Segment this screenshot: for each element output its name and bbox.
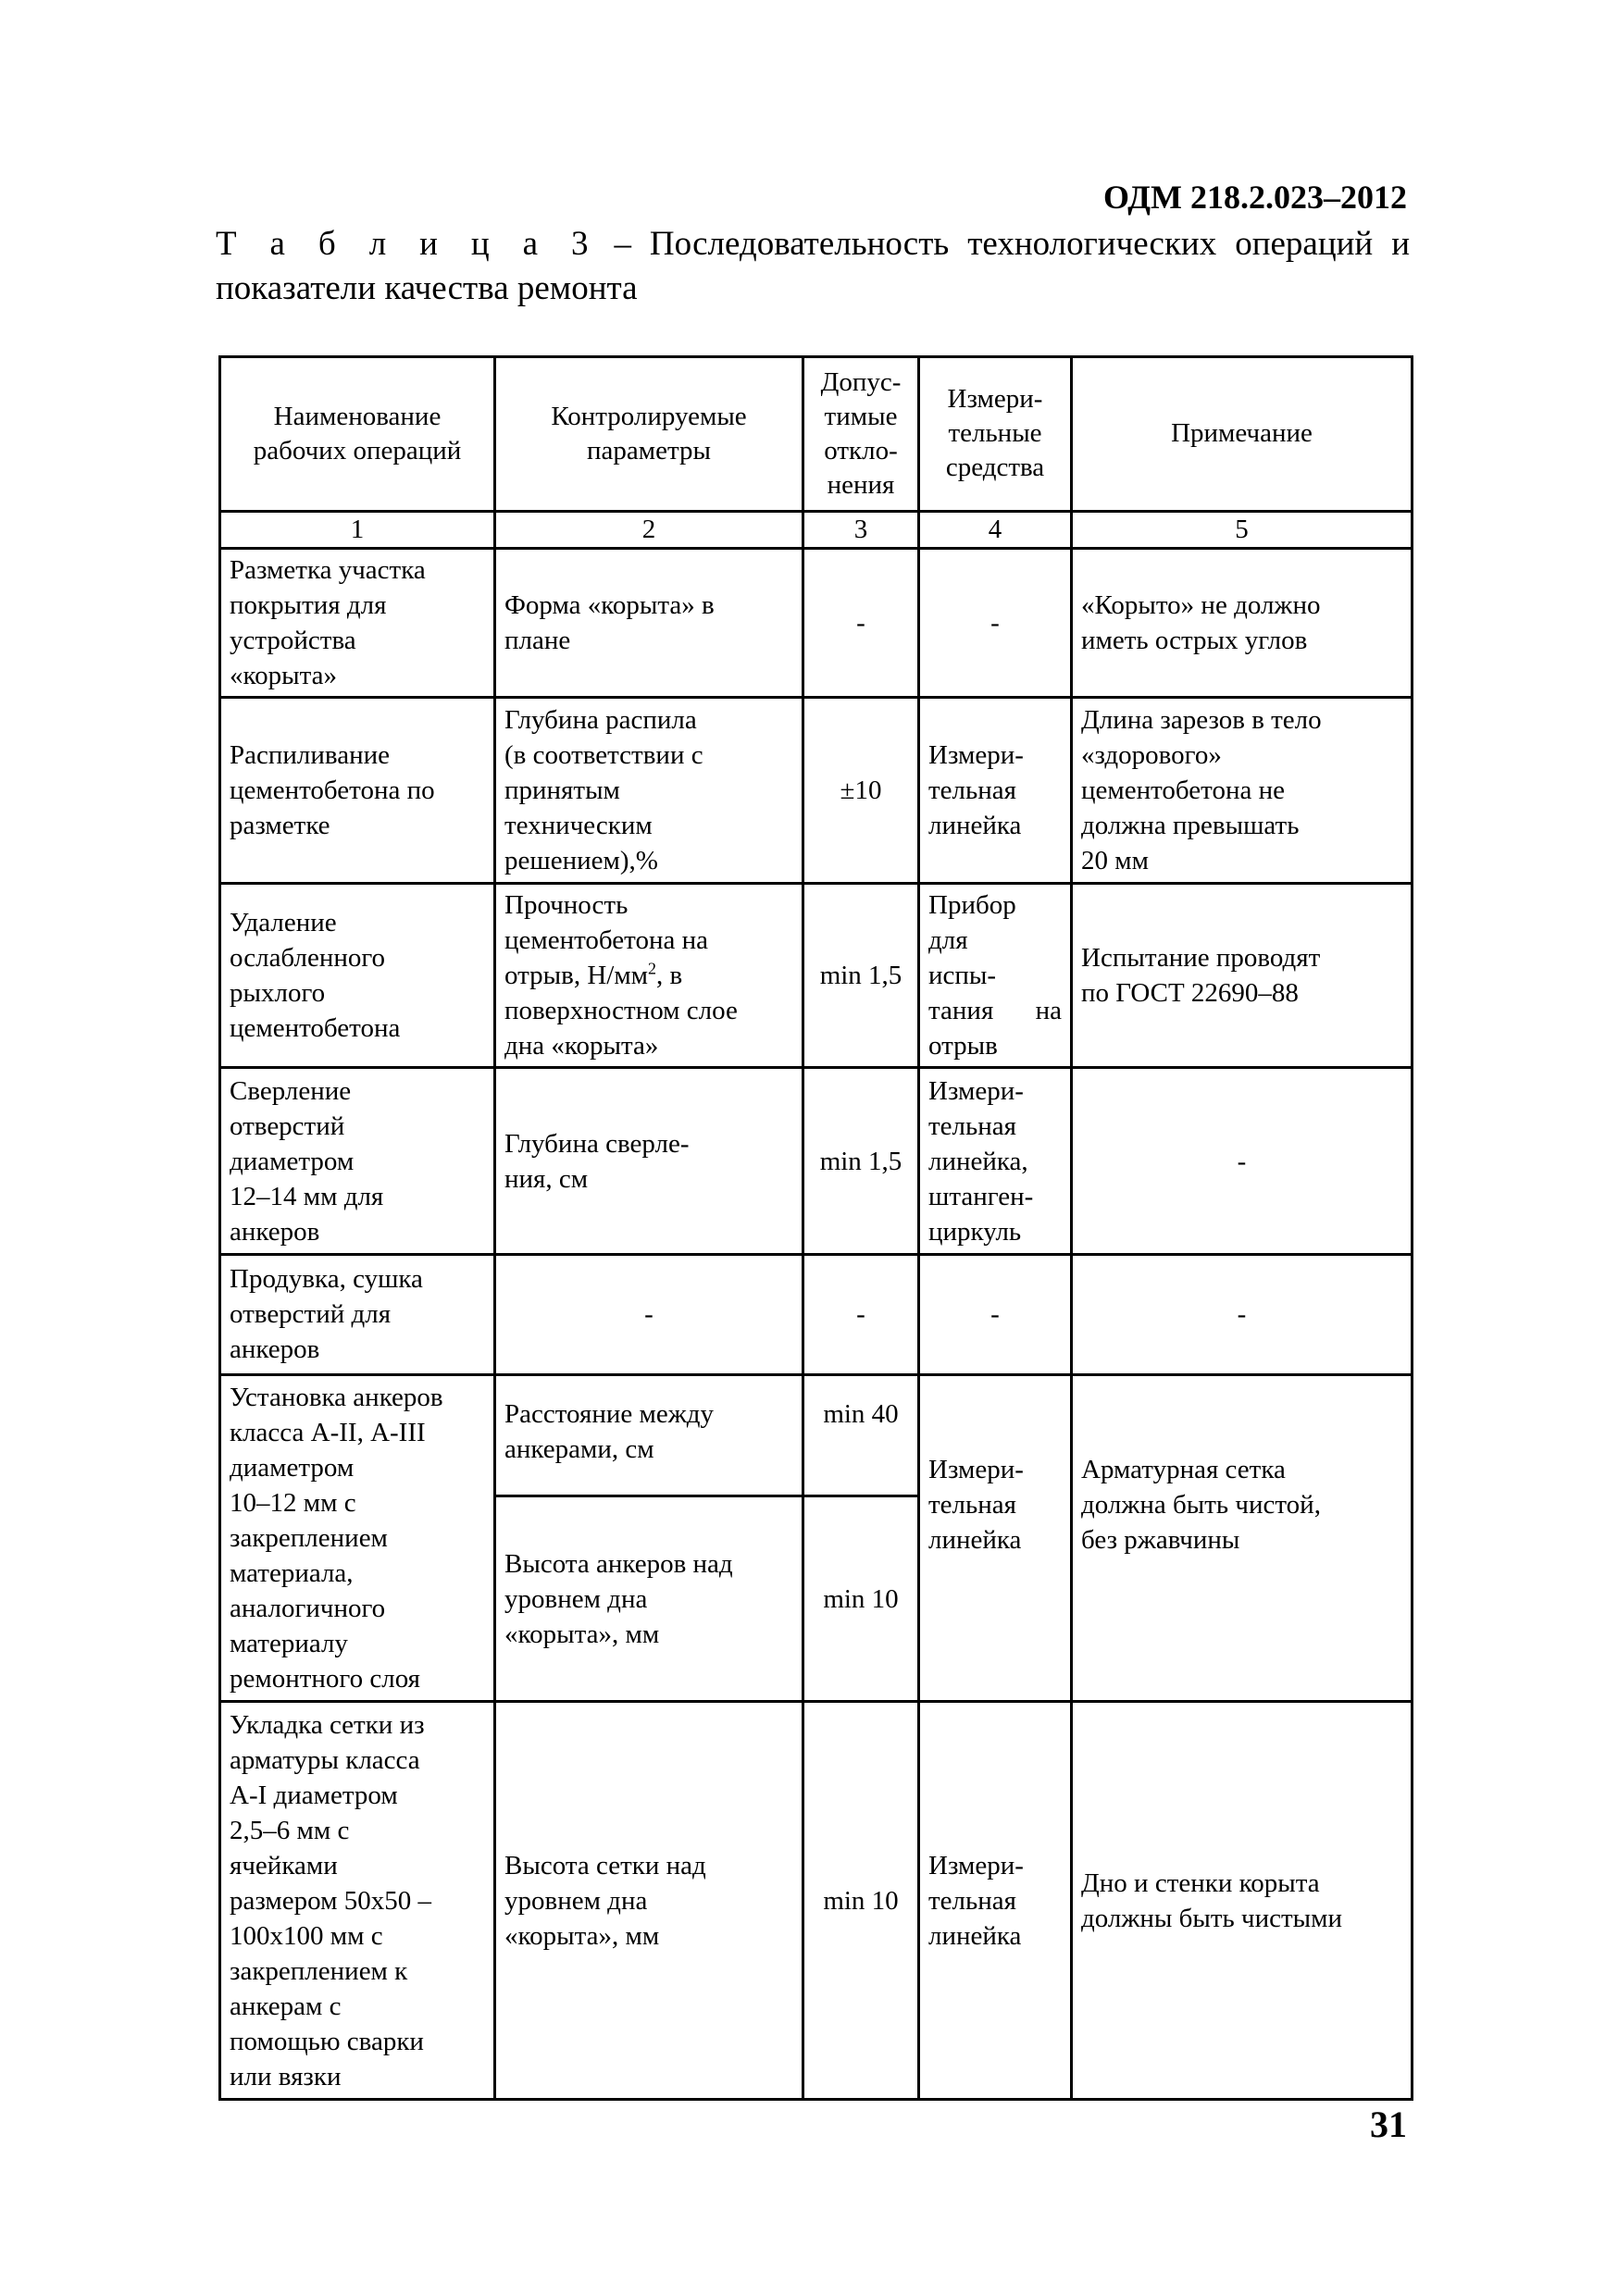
note-cell: Арматурная сетка должна быть чистой, без ржавчины [1072, 1374, 1413, 1702]
tolerance-cell: - [803, 1255, 919, 1374]
parameter-cell: - [495, 1255, 803, 1374]
table-caption [216, 222, 1410, 311]
table-caption-text: – Последовательность технологических операций и показатели качества ремонта [216, 225, 1410, 307]
table-row [220, 884, 1413, 1068]
operation-cell: Продувка, сушка отверстий для анкеров [220, 1255, 495, 1374]
operation-cell: Установка анкеров класса А-II, А-III диаметром 10–12 мм с закреплением материала, аналогичного материалу ремонтного слоя [220, 1374, 495, 1702]
instrument-cell: Измери- тельная линейка, штанген- циркуль [919, 1068, 1072, 1255]
operation-cell: Удаление ослабленного рыхлого цементобетона [220, 884, 495, 1068]
instrument-line: испы- [928, 961, 997, 991]
table-row [220, 1374, 1413, 1496]
operations-table [218, 355, 1413, 2101]
tolerance-cell: - [803, 549, 919, 698]
parameter-text: отрыв, Н/мм [504, 961, 649, 991]
instrument-word: на [1035, 996, 1062, 1026]
tolerance-cell: min 10 [803, 1702, 919, 2100]
tolerance-cell: ±10 [803, 697, 919, 883]
parameter-cell: Глубина сверле- ния, см [495, 1068, 803, 1255]
instrument-line: Прибор [928, 890, 1016, 921]
note-cell: Испытание проводят по ГОСТ 22690–88 [1072, 884, 1413, 1068]
instrument-line: отрыв [928, 1031, 998, 1061]
note-cell: Длина зарезов в тело «здорового» цементобетона не должна превышать 20 мм [1072, 697, 1413, 883]
document-code: ОДМ 218.2.023–2012 [1103, 179, 1407, 216]
operation-cell: Укладка сетки из арматуры класса А-I диаметром 2,5–6 мм с ячейками размером 50х50 – 100х100 мм с закреплением к анкерам с помощью сварки или вязки [220, 1702, 495, 2100]
page-number: 31 [1370, 2104, 1407, 2145]
note-cell: - [1072, 1255, 1413, 1374]
instrument-cell [919, 884, 1072, 1068]
parameter-text: , в [656, 961, 683, 991]
header-row [220, 357, 1413, 512]
header-note: Примечание [1072, 357, 1413, 512]
header-parameter: Контролируемые параметры [495, 357, 803, 512]
parameter-cell: Расстояние между анкерами, см [495, 1374, 803, 1496]
parameter-cell: Глубина распила (в соответствии с принятым техническим решением),% [495, 697, 803, 883]
instrument-cell: Измери- тельная линейка [919, 1374, 1072, 1702]
table-caption-label: Т а б л и ц а 3 [216, 225, 596, 263]
instrument-line [928, 993, 1062, 1028]
table-row [220, 549, 1413, 698]
parameter-cell: Высота анкеров над уровнем дна «корыта», мм [495, 1496, 803, 1702]
instrument-line: для [928, 925, 968, 956]
instrument-cell: - [919, 549, 1072, 698]
note-cell: Дно и стенки корыта должны быть чистыми [1072, 1702, 1413, 2100]
parameter-cell [495, 884, 803, 1068]
parameter-line: цементобетона на [504, 925, 708, 956]
parameter-cell: Форма «корыта» в плане [495, 549, 803, 698]
header-instrument: Измери- тельные средства [919, 357, 1072, 512]
note-cell: - [1072, 1068, 1413, 1255]
operation-cell: Распиливание цементобетона по разметке [220, 697, 495, 883]
column-number: 4 [919, 511, 1072, 548]
header-operation: Наименование рабочих операций [220, 357, 495, 512]
column-number-row [220, 511, 1413, 548]
column-number: 1 [220, 511, 495, 548]
note-cell: «Корыто» не должно иметь острых углов [1072, 549, 1413, 698]
parameter-line [504, 958, 793, 993]
table-row [220, 1255, 1413, 1374]
superscript-exponent: 2 [648, 959, 657, 978]
table-row [220, 1068, 1413, 1255]
instrument-cell: Измери- тельная линейка [919, 697, 1072, 883]
header-tolerance: Допус- тимые откло- нения [803, 357, 919, 512]
tolerance-cell: min 40 [803, 1374, 919, 1496]
tolerance-cell: min 10 [803, 1496, 919, 1702]
parameter-cell: Высота сетки над уровнем дна «корыта», мм [495, 1702, 803, 2100]
operation-cell: Сверление отверстий диаметром 12–14 мм для анкеров [220, 1068, 495, 1255]
parameter-line: поверхностном слое [504, 996, 738, 1026]
instrument-word: тания [928, 996, 994, 1026]
column-number: 2 [495, 511, 803, 548]
parameter-line: дна «корыта» [504, 1031, 659, 1061]
table-row [220, 697, 1413, 883]
instrument-cell: Измери- тельная линейка [919, 1702, 1072, 2100]
instrument-cell: - [919, 1255, 1072, 1374]
tolerance-cell: min 1,5 [803, 884, 919, 1068]
tolerance-cell: min 1,5 [803, 1068, 919, 1255]
table-row [220, 1702, 1413, 2100]
parameter-line: Прочность [504, 890, 629, 921]
column-number: 5 [1072, 511, 1413, 548]
operation-cell: Разметка участка покрытия для устройства «корыта» [220, 549, 495, 698]
column-number: 3 [803, 511, 919, 548]
